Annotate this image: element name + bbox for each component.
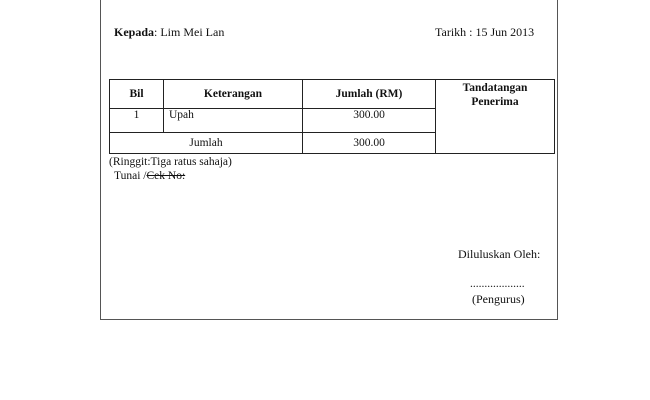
- row-jumlah: 300.00: [303, 109, 436, 133]
- row-bil: 1: [110, 109, 164, 133]
- payment-table: [109, 79, 555, 154]
- signature-line: ...................: [470, 278, 525, 290]
- cheque-label-struck: Cek No:: [146, 170, 186, 182]
- payment-method: [114, 170, 185, 183]
- recipient-name: : Lim Mei Lan: [154, 25, 225, 39]
- header-bil: Bil: [110, 80, 164, 109]
- total-label: Jumlah: [110, 133, 303, 154]
- date-label: Tarikh: [435, 25, 467, 39]
- total-value: 300.00: [303, 133, 436, 154]
- header-tandatangan: [436, 80, 555, 154]
- header-tandatangan-line1: Tandatangan: [462, 82, 528, 94]
- header-jumlah: Jumlah (RM): [303, 80, 436, 109]
- row-keterangan: Upah: [164, 109, 303, 133]
- payment-voucher: [100, 0, 558, 320]
- recipient-label: Kepada: [114, 25, 155, 39]
- cash-label: Tunai /: [114, 170, 147, 182]
- date-line: [435, 25, 534, 39]
- recipient-line: [114, 25, 224, 39]
- date-value: : 15 Jun 2013: [469, 25, 535, 39]
- header-keterangan: Keterangan: [164, 80, 303, 109]
- header-tandatangan-line2: Penerima: [471, 96, 519, 108]
- approved-by-label: Diluluskan Oleh:: [458, 247, 541, 261]
- amount-in-words: (Ringgit:Tiga ratus sahaja): [109, 156, 232, 168]
- table-header-row: [110, 80, 555, 109]
- approver-role: (Pengurus): [472, 292, 525, 306]
